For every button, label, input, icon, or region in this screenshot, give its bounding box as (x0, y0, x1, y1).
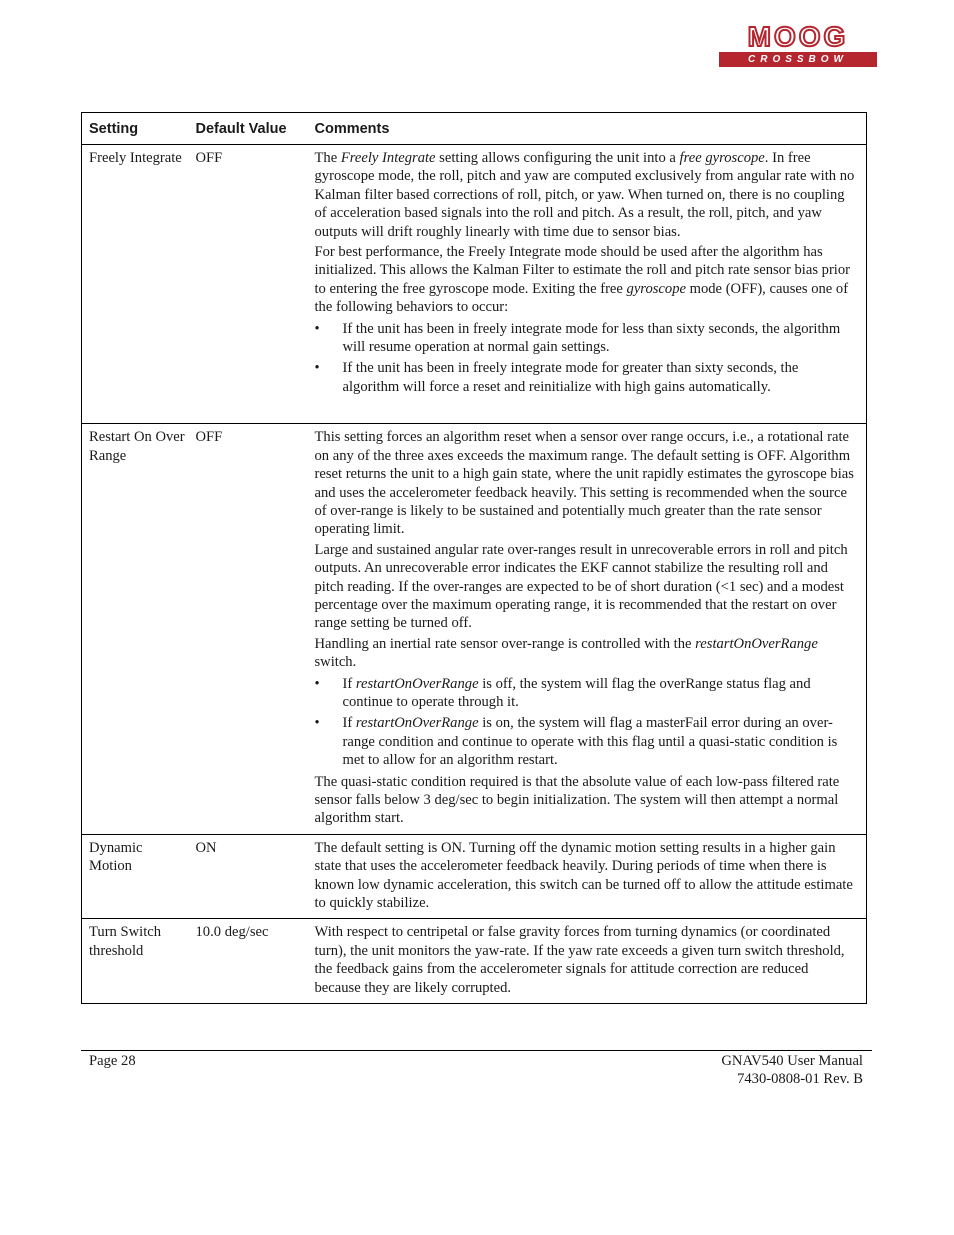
bullet-list (315, 320, 859, 397)
setting-name: Freely Integrate (82, 145, 189, 424)
footer-manual-title: GNAV540 User Manual (721, 1053, 863, 1069)
text-run: The default setting is ON. Turning off the dynamic motion setting results in a higher gain state that uses the accelerometer feedback heavily. During periods of time when there is known low dynamic acceleration, this switch can be turned off to allow the attitude estimate to quickly stabilize. (314, 839, 853, 912)
text-run: Handling an inertial rate sensor over-range is controlled with the (314, 635, 696, 652)
text-run: setting allows configuring the unit into a (435, 150, 680, 166)
italic-term: restartOnOverRange (695, 635, 818, 652)
text-run: Large and sustained angular rate over-ranges result in unrecoverable errors in roll and pitch outputs. An unrecoverable error indicates the EKF cannot stabilize the resulting roll and pitch reading. If the over-ranges are expected to be of short duration (<1 sec) and a modest percentage over the maximum operating range, it is recommended that the restart on over range setting be turned off. (314, 541, 848, 632)
footer-divider (81, 1050, 872, 1051)
comment-paragraph (315, 773, 859, 828)
text-run: If the unit has been in freely integrate mode for less than sixty seconds, the algorithm will resume operation at normal gain settings. (342, 320, 841, 356)
default-value: OFF (189, 424, 308, 835)
comment-paragraph (315, 149, 859, 241)
text-run: The (314, 150, 341, 166)
default-value: OFF (189, 145, 308, 424)
bullet-list (315, 675, 859, 770)
logo-brand: MOOG (747, 21, 849, 52)
comments-cell (308, 424, 867, 835)
footer-page-number: Page 28 (89, 1053, 136, 1069)
header-setting: Setting (82, 113, 189, 145)
text-run: If (342, 675, 356, 692)
text-run: switch. (314, 654, 357, 671)
comment-paragraph (315, 243, 859, 317)
setting-name: Restart On Over Range (82, 424, 189, 835)
footer-document-info (721, 1052, 863, 1088)
bullet-item (315, 714, 859, 769)
table-header-row (82, 113, 867, 145)
table-row (82, 145, 867, 424)
table-row (82, 919, 867, 1004)
italic-term: gyroscope (626, 280, 686, 297)
comment-paragraph (315, 839, 859, 913)
italic-term: restartOnOverRange (355, 675, 479, 692)
text-run: is on, the system will flag a masterFail error during an over-range condition and continue to operate with this flag until a quasi-static condition is met to allow for an algorithm restart. (342, 715, 838, 769)
setting-name: Dynamic Motion (82, 834, 189, 919)
settings-table (81, 112, 867, 1004)
bullet-item (315, 320, 859, 357)
bullet-item (315, 359, 859, 396)
comments-cell (308, 919, 867, 1004)
table-row (82, 834, 867, 919)
text-run: . In free gyroscope mode, the roll, pitch and yaw are computed exclusively from angular rate with no Kalman filter based corrections of roll, pitch, or yaw. When turned on, there is no coupling of acceleration based signals into the roll and pitch. As a result, the roll, pitch, and yaw outputs will drift roughly linearly with time due to sensor bias. (314, 150, 855, 240)
setting-name: Turn Switch threshold (82, 919, 189, 1004)
text-run: With respect to centripetal or false gravity forces from turning dynamics (or coordinated turn), the unit monitors the yaw-rate. If the yaw rate exceeds a given turn switch threshold, the feedback gains from the accelerometer signals for attitude correction are reduced because they are likely corrupted. (314, 924, 845, 996)
table-row (82, 424, 867, 835)
comment-paragraph (315, 541, 859, 633)
comments-cell (308, 145, 867, 424)
text-run: If (342, 715, 356, 732)
default-value: 10.0 deg/sec (189, 919, 308, 1004)
comment-paragraph (315, 635, 859, 672)
bullet-item (315, 675, 859, 712)
text-run: is off, the system will flag the overRange status flag and continue to operate through it. (342, 675, 811, 710)
italic-term: restartOnOverRange (355, 715, 479, 732)
text-run: If the unit has been in freely integrate mode for greater than sixty seconds, the algorithm will force a reset and reinitialize with high gains automatically. (342, 360, 799, 395)
text-run: The quasi-static condition required is that the absolute value of each low-pass filtered rate sensor falls below 3 deg/sec to begin initialization. The system will then attempt a normal algorithm start. (314, 773, 840, 827)
logo-subbrand: CROSSBOW (719, 52, 877, 67)
default-value: ON (189, 834, 308, 919)
footer-document-number: 7430-0808-01 Rev. B (737, 1071, 863, 1087)
italic-term: free gyroscope (679, 150, 765, 166)
italic-term: Freely Integrate (340, 150, 436, 166)
text-run: For best performance, the Freely Integrate mode should be used after the algorithm has initialized. This allows the Kalman Filter to estimate the roll and pitch rate sensor bias prior to entering the free gyroscope mode. Exiting the free (314, 244, 851, 297)
comment-paragraph (315, 428, 859, 538)
moog-crossbow-logo (719, 21, 877, 68)
comment-paragraph (315, 923, 859, 997)
header-default-value: Default Value (189, 113, 308, 145)
header-comments: Comments (308, 113, 867, 145)
text-run: mode (OFF), causes one of the following behaviors to occur: (314, 280, 849, 316)
comments-cell (308, 834, 867, 919)
text-run: This setting forces an algorithm reset when a sensor over range occurs, i.e., a rotational rate on any of the three axes exceeds the maximum range. The default setting is OFF. Algorithm reset returns the unit to a high gain state, where the unit rapidly estimates the gyroscope bias and uses the accelerometer feedback heavily. This setting is recommended when the source of over-range is likely to be sustained and potentially much greater than the rate sensor operating limit. (314, 429, 854, 538)
